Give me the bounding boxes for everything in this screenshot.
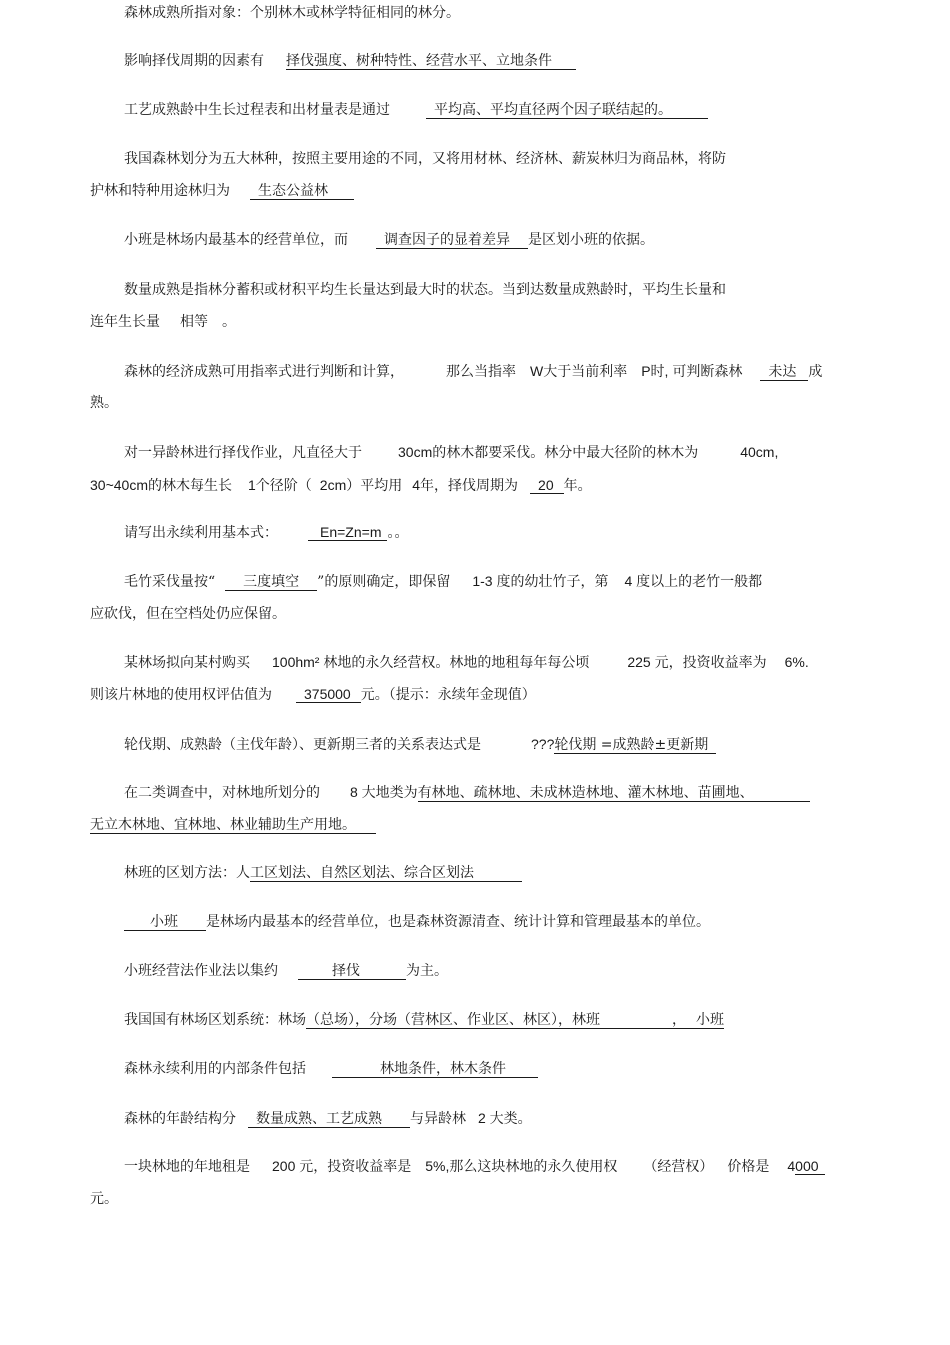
q20-answer: 000 xyxy=(795,1158,824,1175)
q4-line1: 我国森林划分为五大林种，按照主要用途的不同，又将用材林、经济林、薪炭林归为商品林，将防 xyxy=(124,151,726,167)
q5-question: 小班是林场内最基本的经营单位，而 xyxy=(124,232,348,248)
q20-line2: 元。 xyxy=(90,1191,118,1207)
q7-p: P时, 可判断森林 xyxy=(641,363,743,379)
q6-line2 xyxy=(90,313,236,331)
q20-v4: 价格是 xyxy=(727,1159,770,1175)
q11-v2: 225 元，投资收益率为 xyxy=(627,654,767,670)
q20-v2: 5%,那么这块林地的永久使用权 xyxy=(425,1158,618,1174)
q9-post: 。。 xyxy=(387,525,409,541)
q15 xyxy=(124,913,710,931)
q8-l2b: 1个径阶（ xyxy=(247,477,312,493)
q8-line2 xyxy=(90,476,592,494)
q13-answer-2: 无立木林地、宜林地、林业辅助生产用地。 xyxy=(90,817,376,834)
q11-l2pre: 则该片林地的使用权评估值为 xyxy=(90,687,272,703)
q16-post: 为主。 xyxy=(406,963,448,979)
q4-answer: 生态公益林 xyxy=(250,183,354,200)
q7-post: 成 xyxy=(808,364,823,380)
q17-answer-2: 小班 xyxy=(696,1012,724,1028)
q19 xyxy=(124,1109,532,1128)
q5-post: 是区划小班的依据。 xyxy=(528,232,654,248)
q9-question: 请写出永续利用基本式： xyxy=(124,525,278,541)
q8-v2: 40cm, xyxy=(740,444,779,460)
q16 xyxy=(124,962,448,980)
q10-line1 xyxy=(124,572,762,591)
q19-post: 与异龄林 xyxy=(410,1111,466,1127)
q7-question: 森林的经济成熟可用指率式进行判断和计算， xyxy=(124,364,404,380)
q10-v1: 1-3 度的幼壮竹子，第 xyxy=(472,573,609,589)
q14-answer: 工区划法、自然区划法、综合区划法 xyxy=(250,865,522,882)
q13-v1: 8 大地类为 xyxy=(350,784,418,800)
q7-w: W大于当前利率 xyxy=(530,363,628,379)
q11-post: 元。（提示：永续年金现值） xyxy=(360,687,536,703)
q20-v5: 4 xyxy=(787,1158,796,1174)
q16-question: 小班经营法作业法以集约 xyxy=(124,963,278,979)
q20-v1: 200 元，投资收益率是 xyxy=(272,1158,412,1174)
q20-question: 一块林地的年地租是 xyxy=(124,1159,250,1175)
q11-line2 xyxy=(90,686,536,704)
q5 xyxy=(124,231,654,249)
q19-question: 森林的年龄结构分 xyxy=(124,1111,236,1127)
q13-question: 在二类调查中，对林地所划分的 xyxy=(124,785,320,801)
q9 xyxy=(124,524,408,542)
q11-line1 xyxy=(124,653,809,672)
q4-line2 xyxy=(90,182,354,200)
q17-answer xyxy=(306,1012,724,1029)
q20-line1 xyxy=(124,1157,825,1176)
q3-question: 工艺成熟龄中生长过程表和出材量表是通过 xyxy=(124,102,390,118)
q17 xyxy=(124,1011,724,1029)
q10-line2: 应砍伐，但在空档处仍应保留。 xyxy=(90,606,286,622)
q3-answer: 平均高、平均直径两个因子联结起的。 xyxy=(426,102,708,119)
q14 xyxy=(124,864,522,882)
q8-l2a: 30~40cm的林木每生长 xyxy=(90,477,232,493)
q6-question: 连年生长量 xyxy=(90,314,160,330)
q8-question: 对一异龄林进行择伐作业，凡直径大于 xyxy=(124,445,362,461)
q18 xyxy=(124,1060,538,1078)
q6-post: 。 xyxy=(222,314,236,330)
q15-post: 是林场内最基本的经营单位，也是森林资源清查、统计计算和管理最基本的单位。 xyxy=(206,914,710,930)
q7-line2: 熟。 xyxy=(90,395,118,411)
q8-line1 xyxy=(124,443,778,462)
q19-answer: 数量成熟、工艺成熟 xyxy=(248,1111,410,1128)
q2-question: 影响择伐周期的因素有 xyxy=(124,53,264,69)
q10-question: 毛竹采伐量按“ xyxy=(124,574,216,590)
q8-l2c: 2cm）平均用 xyxy=(319,477,403,493)
q16-answer: 择伐 xyxy=(298,963,406,980)
q6-line1: 数量成熟是指林分蓄积或材积平均生长量达到最大时的状态。当到达数量成熟龄时，平均生长量和 xyxy=(124,282,726,298)
q8-post: 年。 xyxy=(563,477,592,493)
q17-sep: ， xyxy=(672,1012,686,1028)
q6-answer: 相等 xyxy=(180,314,208,330)
q14-question: 林班的区划方法：人 xyxy=(124,865,250,881)
q12-answer: 轮伐期 =成熟龄±更新期 xyxy=(554,737,716,754)
q13-line2 xyxy=(90,816,376,834)
q8-l2d: 4年，择伐周期为 xyxy=(412,477,519,493)
q19-v: 2 大类。 xyxy=(478,1110,532,1126)
q13-answer-1: 有林地、疏林地、未成林造林地、灌木林地、苗圃地、 xyxy=(418,785,810,802)
q11-answer: 375000 xyxy=(296,686,361,703)
q10-post1: ”的原则确定，即保留 xyxy=(317,574,451,590)
q12 xyxy=(124,735,716,754)
q17-answer-1: （总场），分场（营林区、作业区、林区），林班 xyxy=(306,1012,600,1028)
q18-question: 森林永续利用的内部条件包括 xyxy=(124,1061,306,1077)
q4-question: 护林和特种用途林归为 xyxy=(90,183,230,199)
q8-answer: 20 xyxy=(530,477,564,494)
q7-answer: 未达 xyxy=(760,364,808,381)
q20-v3: （经营权） xyxy=(643,1159,714,1175)
q10-v2: 4 度以上的老竹一般都 xyxy=(624,573,763,589)
q18-answer: 林地条件，林木条件 xyxy=(332,1061,538,1078)
q9-answer: En=Zn=m xyxy=(308,524,387,541)
q8-v1: 30cm的林木都要采伐。林分中最大径阶的林木为 xyxy=(398,444,699,460)
q13-line1 xyxy=(124,783,810,802)
q5-answer: 调查因子的显着差异 xyxy=(376,232,528,249)
q3 xyxy=(124,101,708,119)
q10-answer: 三度填空 xyxy=(225,574,317,591)
q11-question: 某林场拟向某村购买 xyxy=(124,655,250,671)
q11-v1: 100hm² 林地的永久经营权。林地的地租每年每公顷 xyxy=(272,654,590,670)
q17-question: 我国国有林场区划系统：林场 xyxy=(124,1012,306,1028)
q1-text: 森林成熟所指对象：个别林木或林学特征相同的林分。 xyxy=(124,5,460,21)
q7-mid: 那么当指率 xyxy=(446,364,516,380)
q15-answer: 小班 xyxy=(124,914,206,931)
q12-question: 轮伐期、成熟龄（主伐年龄）、更新期三者的关系表达式是 xyxy=(124,737,481,753)
q7-line1 xyxy=(124,362,822,381)
q11-v3: 6%. xyxy=(784,654,809,670)
q2 xyxy=(124,52,576,70)
q2-answer: 择伐强度、树种特性、经营水平、立地条件 xyxy=(286,53,576,70)
q12-q: ??? xyxy=(531,736,555,752)
